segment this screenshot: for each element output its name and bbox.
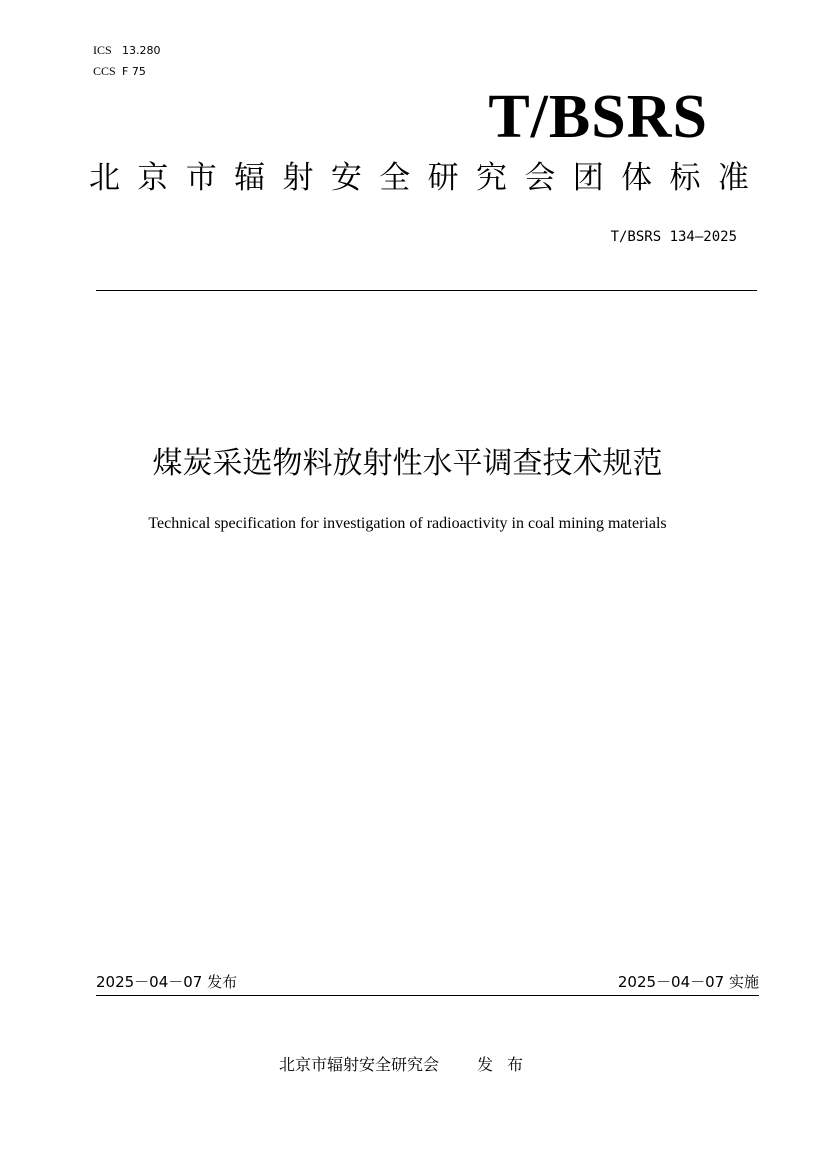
banner-char: 安 bbox=[330, 160, 362, 196]
banner-char: 全 bbox=[379, 160, 411, 196]
publish-date: 2025－04－07 发布 bbox=[96, 973, 238, 991]
ics-label: ICS bbox=[93, 43, 112, 57]
date-row bbox=[96, 971, 759, 993]
banner-char: 辐 bbox=[234, 160, 266, 196]
top-divider bbox=[96, 290, 757, 291]
ics-value: 13.280 bbox=[122, 44, 161, 57]
banner-char: 团 bbox=[572, 160, 604, 196]
publisher-line bbox=[279, 1053, 537, 1077]
banner-char: 京 bbox=[137, 160, 169, 196]
organization-banner bbox=[89, 156, 749, 200]
banner-char: 会 bbox=[524, 160, 556, 196]
ccs-value: F 75 bbox=[122, 65, 146, 78]
implement-date: 2025－04－07 实施 bbox=[617, 973, 759, 991]
publisher-name: 北京市辐射安全研究会 bbox=[279, 1055, 440, 1074]
banner-char: 标 bbox=[669, 160, 701, 196]
document-title-zh: 煤炭采选物料放射性水平调查技术规范 bbox=[152, 446, 663, 481]
banner-char: 北 bbox=[89, 160, 120, 196]
banner-char: 市 bbox=[185, 160, 217, 196]
banner-char: 研 bbox=[427, 160, 459, 196]
standard-logo: T/BSRS bbox=[488, 83, 708, 151]
banner-char: 准 bbox=[717, 160, 749, 196]
publish-action: 发布 bbox=[477, 1055, 538, 1074]
standard-number: T/BSRS 134—2025 bbox=[610, 229, 737, 245]
banner-char: 体 bbox=[621, 160, 653, 196]
ics-row bbox=[93, 40, 161, 61]
banner-char: 究 bbox=[476, 160, 507, 196]
ccs-label: CCS bbox=[93, 64, 116, 78]
document-title-en: Technical specification for investigation of radioactivity in coal mining materials bbox=[148, 515, 667, 532]
ccs-row bbox=[93, 61, 161, 82]
classification-block bbox=[93, 40, 161, 82]
bottom-divider bbox=[96, 995, 759, 996]
banner-char: 射 bbox=[282, 160, 314, 196]
